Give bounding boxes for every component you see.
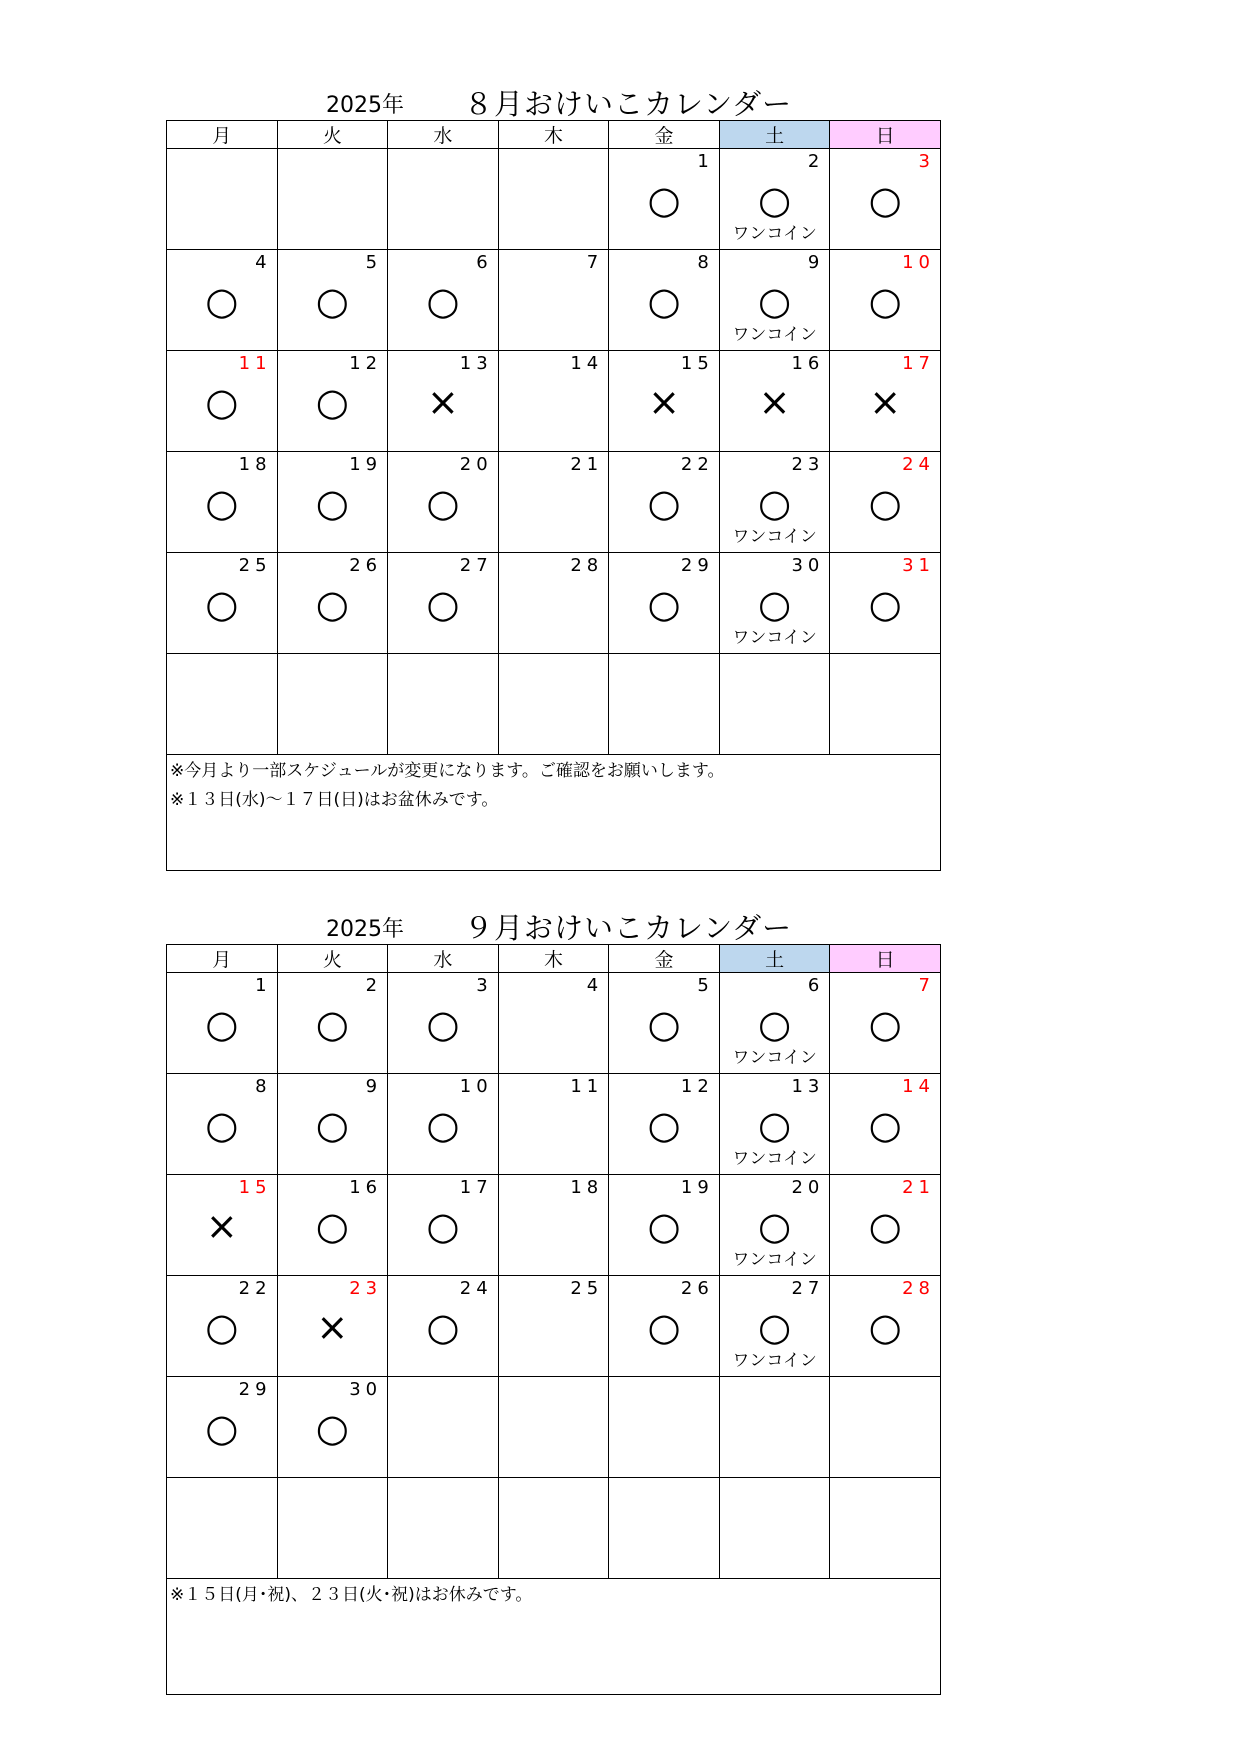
day-number: 23: [349, 1278, 383, 1299]
day-number: 26: [680, 1278, 714, 1299]
day-cell: [388, 1276, 499, 1377]
weekday-header-row: [167, 945, 941, 973]
week-row: [167, 452, 941, 553]
week-row: [167, 1276, 941, 1377]
open-mark: ○: [426, 1204, 460, 1248]
day-number: 24: [459, 1278, 493, 1299]
day-number: 23: [791, 454, 825, 475]
weekday-header: 月: [167, 945, 278, 973]
empty-cell: [498, 1377, 609, 1478]
day-cell: [609, 1074, 720, 1175]
day-number: 10: [459, 1076, 493, 1097]
empty-cell: [167, 1478, 278, 1579]
weekday-header-row: [167, 121, 941, 149]
open-mark: ○: [205, 1305, 239, 1349]
day-cell: [498, 452, 609, 553]
day-cell: [719, 1276, 830, 1377]
day-number: 28: [570, 555, 604, 576]
open-mark: ○: [315, 380, 349, 424]
day-cell: [719, 452, 830, 553]
open-mark: ○: [758, 1305, 792, 1349]
day-cell: [830, 351, 941, 452]
open-mark: ○: [315, 1406, 349, 1450]
day-cell: [609, 973, 720, 1074]
day-cell: [609, 149, 720, 250]
closed-mark: ×: [869, 380, 902, 424]
day-cell: [498, 250, 609, 351]
open-mark: ○: [205, 1002, 239, 1046]
day-cell: [498, 1276, 609, 1377]
day-number: 10: [902, 252, 935, 273]
day-cell: [498, 553, 609, 654]
week-row: [167, 1478, 941, 1579]
note-line: ※１３日(水)～１７日(日)はお盆休みです。: [170, 790, 499, 810]
open-mark: ○: [426, 582, 460, 626]
day-cell: [388, 351, 499, 452]
day-number: 5: [697, 975, 714, 996]
open-mark: ○: [315, 481, 349, 525]
day-cell: [388, 1175, 499, 1276]
day-number: 25: [238, 555, 272, 576]
note-line: ※今月より一部スケジュールが変更になります。ご確認をお願いします。: [170, 761, 725, 781]
day-number: 4: [586, 975, 604, 996]
day-cell: [609, 1175, 720, 1276]
open-mark: ○: [868, 279, 902, 323]
day-cell: [167, 973, 278, 1074]
open-mark: ○: [647, 1204, 681, 1248]
empty-cell: [388, 1377, 499, 1478]
open-mark: ○: [315, 1204, 349, 1248]
day-number: 28: [902, 1278, 935, 1299]
day-number: 15: [680, 353, 714, 374]
open-mark: ○: [315, 279, 349, 323]
day-number: 12: [680, 1076, 714, 1097]
empty-cell: [277, 149, 388, 250]
day-cell: [498, 1175, 609, 1276]
day-number: 16: [791, 353, 825, 374]
day-number: 29: [238, 1379, 272, 1400]
year-label: 2025年: [326, 93, 404, 118]
open-mark: ○: [868, 178, 902, 222]
empty-cell: [830, 654, 941, 755]
day-cell: [719, 351, 830, 452]
day-cell: [388, 553, 499, 654]
week-row: [167, 1175, 941, 1276]
day-number: 30: [349, 1379, 383, 1400]
weekday-header: 火: [277, 945, 388, 973]
one-coin-label: ワンコイン: [732, 224, 817, 244]
day-cell: [609, 452, 720, 553]
day-number: 5: [365, 252, 383, 273]
day-number: 4: [255, 252, 272, 273]
day-number: 18: [570, 1177, 604, 1198]
day-number: 6: [807, 975, 825, 996]
weekday-header: 金: [609, 945, 720, 973]
day-cell: [277, 351, 388, 452]
open-mark: ○: [647, 582, 681, 626]
closed-mark: ×: [758, 380, 791, 424]
empty-cell: [388, 1478, 499, 1579]
day-cell: [830, 149, 941, 250]
day-cell: [388, 973, 499, 1074]
calendar-title: [166, 80, 941, 120]
day-number: 20: [791, 1177, 825, 1198]
weekday-header: 木: [498, 121, 609, 149]
day-cell: [167, 553, 278, 654]
day-cell: [830, 452, 941, 553]
day-number: 14: [570, 353, 604, 374]
notes-cell: [167, 1579, 941, 1695]
day-cell: [830, 1074, 941, 1175]
open-mark: ○: [315, 1002, 349, 1046]
day-cell: [719, 553, 830, 654]
day-number: 8: [697, 252, 714, 273]
one-coin-label: ワンコイン: [732, 628, 817, 648]
open-mark: ○: [315, 1103, 349, 1147]
day-number: 11: [570, 1076, 604, 1097]
day-number: 7: [918, 975, 935, 996]
day-cell: [719, 250, 830, 351]
day-cell: [498, 973, 609, 1074]
open-mark: ○: [647, 481, 681, 525]
empty-cell: [719, 1377, 830, 1478]
calendar-grid: [166, 944, 941, 1695]
day-cell: [277, 973, 388, 1074]
day-cell: [830, 250, 941, 351]
open-mark: ○: [647, 279, 681, 323]
day-number: 2: [807, 151, 825, 172]
one-coin-label: ワンコイン: [732, 325, 817, 345]
notes-row: [167, 1579, 941, 1695]
open-mark: ○: [647, 1305, 681, 1349]
day-cell: [719, 1175, 830, 1276]
one-coin-label: ワンコイン: [732, 1149, 817, 1169]
day-number: 9: [807, 252, 825, 273]
day-number: 13: [459, 353, 493, 374]
day-cell: [277, 452, 388, 553]
day-number: 27: [459, 555, 493, 576]
calendar-grid: [166, 120, 941, 871]
day-cell: [277, 1377, 388, 1478]
week-row: [167, 973, 941, 1074]
day-cell: [167, 1175, 278, 1276]
day-cell: [277, 1175, 388, 1276]
open-mark: ○: [205, 1103, 239, 1147]
empty-cell: [277, 654, 388, 755]
empty-cell: [388, 149, 499, 250]
notes-row: [167, 755, 941, 871]
day-number: 17: [902, 353, 935, 374]
week-row: [167, 149, 941, 250]
day-number: 3: [918, 151, 935, 172]
weekday-header: 日: [830, 945, 941, 973]
open-mark: ○: [868, 481, 902, 525]
day-number: 8: [255, 1076, 272, 1097]
open-mark: ○: [205, 582, 239, 626]
week-row: [167, 1074, 941, 1175]
open-mark: ○: [315, 582, 349, 626]
weekday-header: 水: [388, 945, 499, 973]
day-number: 7: [586, 252, 604, 273]
weekday-header: 水: [388, 121, 499, 149]
day-number: 1: [255, 975, 272, 996]
day-number: 19: [349, 454, 383, 475]
day-number: 6: [476, 252, 493, 273]
day-cell: [277, 1074, 388, 1175]
open-mark: ○: [868, 1204, 902, 1248]
weekday-header: 日: [830, 121, 941, 149]
empty-cell: [167, 654, 278, 755]
day-number: 21: [570, 454, 604, 475]
empty-cell: [498, 1478, 609, 1579]
day-cell: [609, 1276, 720, 1377]
empty-cell: [498, 654, 609, 755]
closed-mark: ×: [648, 380, 680, 424]
calendar-september: [166, 904, 941, 1695]
calendar-august: [166, 80, 941, 871]
weekday-header: 金: [609, 121, 720, 149]
month-title: ９月おけいこカレンダー: [464, 911, 793, 945]
weekday-header: 土: [719, 121, 830, 149]
day-cell: [498, 1074, 609, 1175]
open-mark: ○: [868, 1305, 902, 1349]
day-number: 2: [365, 975, 383, 996]
day-number: 29: [680, 555, 714, 576]
empty-cell: [167, 149, 278, 250]
open-mark: ○: [868, 1002, 902, 1046]
open-mark: ○: [758, 481, 792, 525]
empty-cell: [719, 654, 830, 755]
day-cell: [498, 351, 609, 452]
one-coin-label: ワンコイン: [732, 1351, 817, 1371]
day-number: 22: [238, 1278, 272, 1299]
empty-cell: [498, 149, 609, 250]
day-cell: [167, 452, 278, 553]
week-row: [167, 553, 941, 654]
empty-cell: [277, 1478, 388, 1579]
one-coin-label: ワンコイン: [732, 1250, 817, 1270]
open-mark: ○: [205, 279, 239, 323]
calendar-title: [166, 904, 941, 944]
open-mark: ○: [758, 178, 792, 222]
open-mark: ○: [758, 279, 792, 323]
open-mark: ○: [758, 1103, 792, 1147]
one-coin-label: ワンコイン: [732, 527, 817, 547]
day-number: 13: [791, 1076, 825, 1097]
day-cell: [609, 250, 720, 351]
day-number: 19: [680, 1177, 714, 1198]
day-number: 22: [680, 454, 714, 475]
day-number: 27: [791, 1278, 825, 1299]
day-cell: [388, 452, 499, 553]
open-mark: ○: [205, 481, 239, 525]
open-mark: ○: [426, 279, 460, 323]
day-number: 26: [349, 555, 383, 576]
day-number: 17: [459, 1177, 493, 1198]
empty-cell: [830, 1478, 941, 1579]
day-number: 14: [902, 1076, 935, 1097]
day-cell: [388, 1074, 499, 1175]
empty-cell: [830, 1377, 941, 1478]
day-cell: [277, 250, 388, 351]
day-cell: [830, 1276, 941, 1377]
open-mark: ○: [205, 1406, 239, 1450]
day-number: 1: [697, 151, 714, 172]
open-mark: ○: [758, 1204, 792, 1248]
day-cell: [167, 351, 278, 452]
day-cell: [167, 1074, 278, 1175]
day-number: 21: [902, 1177, 935, 1198]
open-mark: ○: [647, 178, 681, 222]
open-mark: ○: [426, 1002, 460, 1046]
day-number: 18: [238, 454, 272, 475]
open-mark: ○: [647, 1002, 681, 1046]
month-title: ８月おけいこカレンダー: [464, 87, 793, 121]
day-cell: [719, 149, 830, 250]
week-row: [167, 250, 941, 351]
open-mark: ○: [426, 1103, 460, 1147]
day-number: 30: [791, 555, 825, 576]
open-mark: ○: [758, 582, 792, 626]
day-number: 25: [570, 1278, 604, 1299]
weekday-header: 土: [719, 945, 830, 973]
weekday-header: 火: [277, 121, 388, 149]
closed-mark: ×: [205, 1204, 238, 1248]
day-number: 11: [238, 353, 272, 374]
day-number: 20: [459, 454, 493, 475]
empty-cell: [388, 654, 499, 755]
day-number: 12: [349, 353, 383, 374]
day-cell: [830, 553, 941, 654]
year-label: 2025年: [326, 917, 404, 942]
open-mark: ○: [426, 1305, 460, 1349]
empty-cell: [609, 654, 720, 755]
day-cell: [609, 553, 720, 654]
empty-cell: [609, 1377, 720, 1478]
week-row: [167, 654, 941, 755]
open-mark: ○: [758, 1002, 792, 1046]
week-row: [167, 1377, 941, 1478]
empty-cell: [719, 1478, 830, 1579]
day-cell: [277, 1276, 388, 1377]
day-number: 9: [365, 1076, 383, 1097]
day-cell: [719, 973, 830, 1074]
day-cell: [609, 351, 720, 452]
day-cell: [167, 1276, 278, 1377]
note-line: ※１５日(月･祝)、２３日(火･祝)はお休みです。: [170, 1585, 533, 1605]
open-mark: ○: [868, 582, 902, 626]
notes-cell: [167, 755, 941, 871]
day-number: 15: [238, 1177, 272, 1198]
closed-mark: ×: [316, 1305, 349, 1349]
day-cell: [167, 250, 278, 351]
day-number: 16: [349, 1177, 383, 1198]
open-mark: ○: [647, 1103, 681, 1147]
open-mark: ○: [868, 1103, 902, 1147]
day-cell: [167, 1377, 278, 1478]
weekday-header: 月: [167, 121, 278, 149]
day-cell: [388, 250, 499, 351]
day-number: 24: [902, 454, 935, 475]
day-cell: [277, 553, 388, 654]
one-coin-label: ワンコイン: [732, 1048, 817, 1068]
day-cell: [830, 1175, 941, 1276]
week-row: [167, 351, 941, 452]
closed-mark: ×: [426, 380, 459, 424]
day-cell: [719, 1074, 830, 1175]
open-mark: ○: [205, 380, 239, 424]
empty-cell: [609, 1478, 720, 1579]
day-cell: [830, 973, 941, 1074]
open-mark: ○: [426, 481, 460, 525]
day-number: 31: [902, 555, 935, 576]
weekday-header: 木: [498, 945, 609, 973]
day-number: 3: [476, 975, 493, 996]
